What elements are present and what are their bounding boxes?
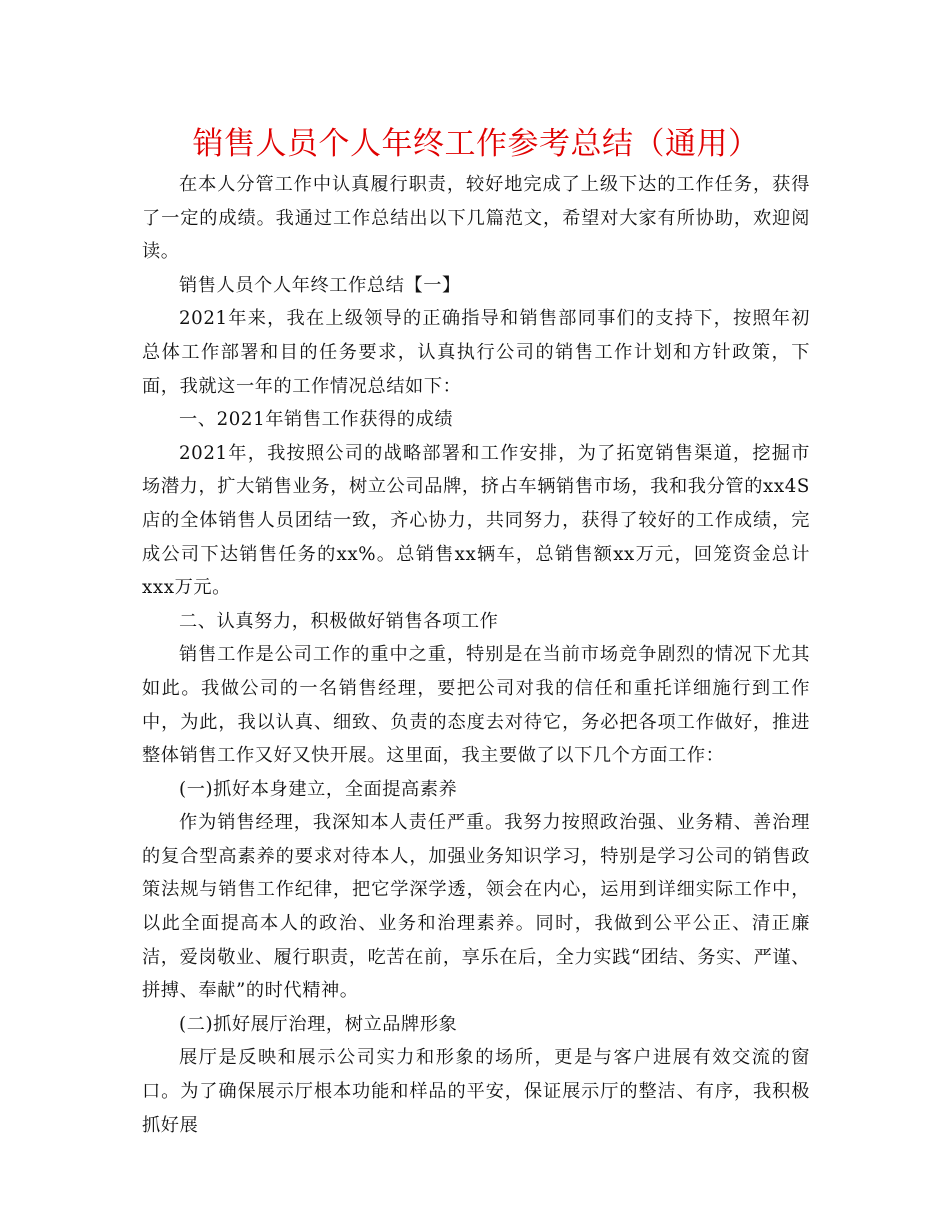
body-paragraph: 销售工作是公司工作的重中之重，特别是在当前市场竞争剧烈的情况下尤其如此。我做公司的一名销售经理，要把公司对我的信任和重托详细施行到工作中，为此，我以认真、细致、负责的态度去对待它，务必把各项工作做好，推进整体销售工作又好又快开展。这里面，我主要做了以下几个方面工作： (142, 644, 810, 767)
body-paragraph: 2021年，我按照公司的战略部署和工作安排，为了拓宽销售渠道，挖掘市场潜力，扩大销售业务，树立公司品牌，挤占车辆销售市场，我和我分管的xx4S店的全体销售人员团结一致，齐心协力，共同努力，获得了较好的工作成绩，完成公司下达销售任务的xx%。总销售xx辆车，总销售额xx万元，回笼资金总计xxx万元。 (142, 442, 810, 599)
body-paragraph: 展厅是反映和展示公司实力和形象的场所，更是与客户进展有效交流的窗口。为了确保展示厅根本功能和样品的平安，保证展示厅的整洁、有序，我积极抓好展 (142, 1047, 810, 1136)
subsection-heading-one: (一)抓好本身建立，全面提高素养 (179, 778, 458, 800)
body-paragraph: 2021年来，我在上级领导的正确指导和销售部同事们的支持下，按照年初总体工作部署和目的任务要求，认真执行公司的销售工作计划和方针政策，下面，我就这一年的工作情况总结如下： (142, 308, 810, 397)
section-heading-achievements: 一、2021年销售工作获得的成绩 (179, 409, 454, 431)
body-paragraph: 作为销售经理，我深知本人责任严重。我努力按照政治强、业务精、善治理的复合型高素养的要求对待本人，加强业务知识学习，特别是学习公司的销售政策法规与销售工作纪律，把它学深学透，领会在内心，运用到详细实际工作中，以此全面提高本人的政治、业务和治理素养。同时，我做到公平公正、清正廉洁，爱岗敬业、履行职责，吃苦在前，享乐在后，全力实践“团结、务实、严谨、拼搏、奉献”的时代精神。 (142, 812, 810, 1002)
intro-paragraph: 在本人分管工作中认真履行职责，较好地完成了上级下达的工作任务，获得了一定的成绩。我通过工作总结出以下几篇范文，希望对大家有所协助，欢迎阅读。 (142, 174, 810, 263)
document-title: 销售人员个人年终工作参考总结（通用） (192, 126, 760, 162)
document-page (142, 122, 810, 1142)
section-heading-sales-work: 二、认真努力，积极做好销售各项工作 (179, 610, 499, 632)
section-heading-summary-one: 销售人员个人年终工作总结【一】 (179, 274, 461, 296)
subsection-heading-two: (二)抓好展厅治理，树立品牌形象 (179, 1013, 458, 1035)
